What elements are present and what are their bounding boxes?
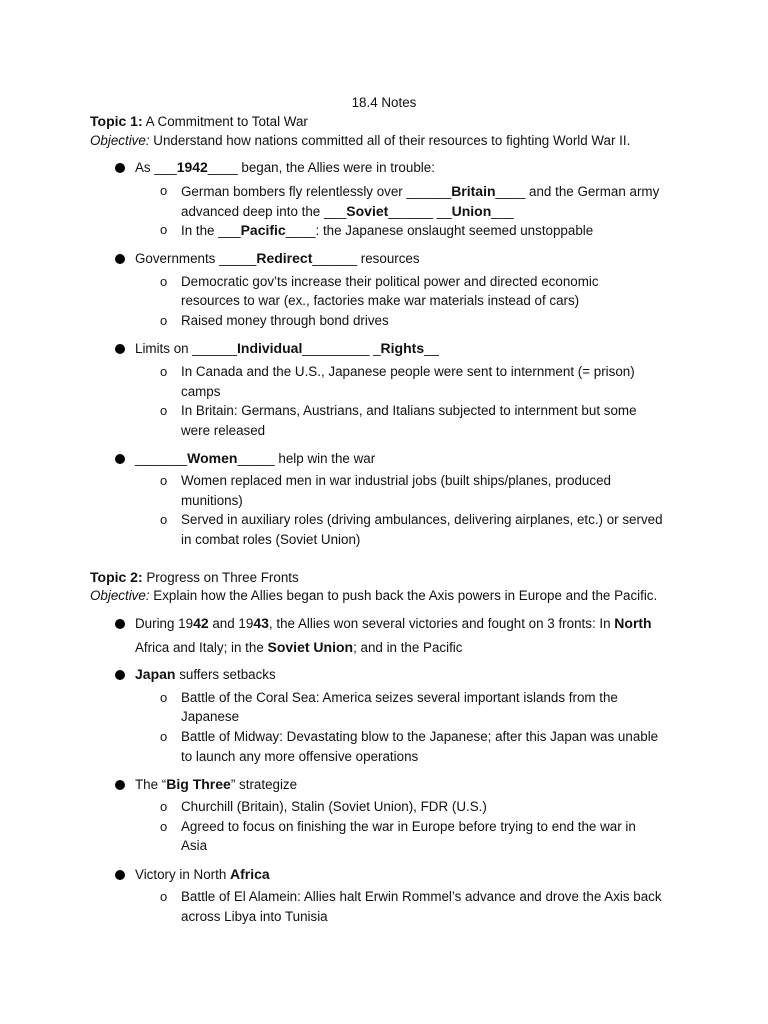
text: Governments _____ [135,251,257,266]
text: Victory in North [135,867,231,882]
text: ____: the Japanese onslaught seemed unstoppable [285,223,594,238]
sub-text: In Britain: Germans, Austrians, and Italians subjected to internment but some [181,403,637,418]
answer-japan: Japan [135,666,176,682]
answer-42: 42 [193,615,209,631]
bullet-dot [115,619,125,629]
sub-text: In Canada and the U.S., Japanese people were sent to internment (= prison) [181,364,635,379]
bullet-dot [115,780,125,790]
sub-marker: o [160,729,168,744]
sub-marker: o [160,183,168,198]
sub-text: were released [181,423,266,438]
topic-1-label: Topic 1: [90,113,143,129]
text: , the Allies won several victories and fought on 3 fronts: In [268,616,615,631]
sub-text: Agreed to focus on finishing the war in Europe before trying to end the war in [181,819,636,834]
topic-1-heading [90,113,308,129]
text: ______ __ [388,204,452,219]
sub-text: resources to war (ex., factories make war materials instead of cars) [181,293,580,308]
sub-text: Served in auxiliary roles (driving ambulances, delivering airplanes, etc.) or served [181,512,663,527]
bullet-1942 [135,159,435,175]
sub-marker: o [160,473,168,488]
text: ___ [491,204,514,219]
text: ____ began, the Allies were in trouble: [207,160,435,175]
answer-britain: Britain [451,183,496,199]
text: and 19 [208,616,254,631]
answer-africa: Africa [230,866,270,882]
answer-rights: Rights [380,340,425,356]
text: _________ _ [302,341,381,356]
answer-1942: 1942 [176,159,208,175]
bullet-rights [135,340,439,356]
text: Limits on ______ [135,341,237,356]
sub-marker: o [160,222,168,237]
topic-2-objective [90,588,657,603]
sub-marker: o [160,889,168,904]
sub-marker: o [160,364,168,379]
text: _______ [135,451,188,466]
answer-soviet: Soviet [346,203,389,219]
sub-marker: o [160,512,168,527]
sub-text: munitions) [181,493,243,508]
answer-redirect: Redirect [256,250,313,266]
text: ” strategize [230,777,298,792]
answer-big-three: Big Three [166,776,231,792]
text: In the ___ [181,223,241,238]
bullet-dot [115,344,125,354]
topic-2-label: Topic 2: [90,569,143,585]
sub-text: in combat roles (Soviet Union) [181,532,361,547]
answer-union: Union [451,203,492,219]
sub-text: Battle of El Alamein: Allies halt Erwin Rommel’s advance and drove the Axis back [181,889,662,904]
answer-north: North [614,615,652,631]
sub-marker: o [160,819,168,834]
sub-text: Raised money through bond drives [181,313,389,328]
sub-marker: o [160,403,168,418]
text: Africa and Italy; in the [135,640,268,655]
sub-britain [181,183,659,199]
bullet-big-three [135,776,297,792]
objective-label: Objective: [90,588,150,603]
sub-marker: o [160,313,168,328]
sub-marker: o [160,274,168,289]
text: advanced deep into the ___ [181,204,347,219]
text: ______ resources [312,251,420,266]
text: ; and in the Pacific [353,640,463,655]
bullet-three-fronts [135,615,652,631]
sub-text: across Libya into Tunisia [181,909,328,924]
answer-43: 43 [253,615,269,631]
bullet-dot [115,870,125,880]
sub-marker: o [160,690,168,705]
bullet-women [135,450,375,466]
answer-soviet-union: Soviet Union [267,639,354,655]
text: ____ and the German army [495,184,660,199]
bullet-three-fronts-cont [135,639,462,655]
sub-marker: o [160,799,168,814]
text: During 19 [135,616,194,631]
topic-2-name: Progress on Three Fronts [146,570,299,585]
answer-individual: Individual [237,340,303,356]
sub-text: Democratic gov’ts increase their political power and directed economic [181,274,599,289]
text: As ___ [135,160,177,175]
objective-label: Objective: [90,133,150,148]
bullet-dot [115,163,125,173]
sub-text: Asia [181,838,208,853]
text: suffers setbacks [175,667,276,682]
bullet-north-africa [135,866,270,882]
bullet-dot [115,254,125,264]
sub-text: to launch any more offensive operations [181,749,419,764]
topic-1-objective [90,133,630,148]
sub-text: Battle of the Coral Sea: America seizes several important islands from the [181,690,618,705]
sub-text: Battle of Midway: Devastating blow to the Japanese; after this Japan was unable [181,729,659,744]
text: The “ [135,777,167,792]
topic-2-heading [90,569,299,585]
sub-text: camps [181,384,221,399]
answer-pacific: Pacific [240,222,286,238]
objective-text: Explain how the Allies began to push back the Axis powers in Europe and the Pacific. [153,588,658,603]
page-title: 18.4 Notes [351,95,417,110]
bullet-dot [115,670,125,680]
sub-text: Women replaced men in war industrial jobs (built ships/planes, produced [181,473,611,488]
answer-women: Women [187,450,238,466]
bullet-japan [135,666,276,682]
sub-pacific [181,222,593,238]
text: German bombers fly relentlessly over ______ [181,184,452,199]
bullet-dot [115,454,125,464]
bullet-redirect [135,250,420,266]
sub-text: Japanese [181,709,240,724]
topic-1-name: A Commitment to Total War [145,114,308,129]
text: __ [424,341,440,356]
objective-text: Understand how nations committed all of their resources to fighting World War II. [153,133,631,148]
sub-soviet-union [181,203,514,219]
text: _____ help win the war [237,451,376,466]
sub-text: Churchill (Britain), Stalin (Soviet Union), FDR (U.S.) [181,799,487,814]
